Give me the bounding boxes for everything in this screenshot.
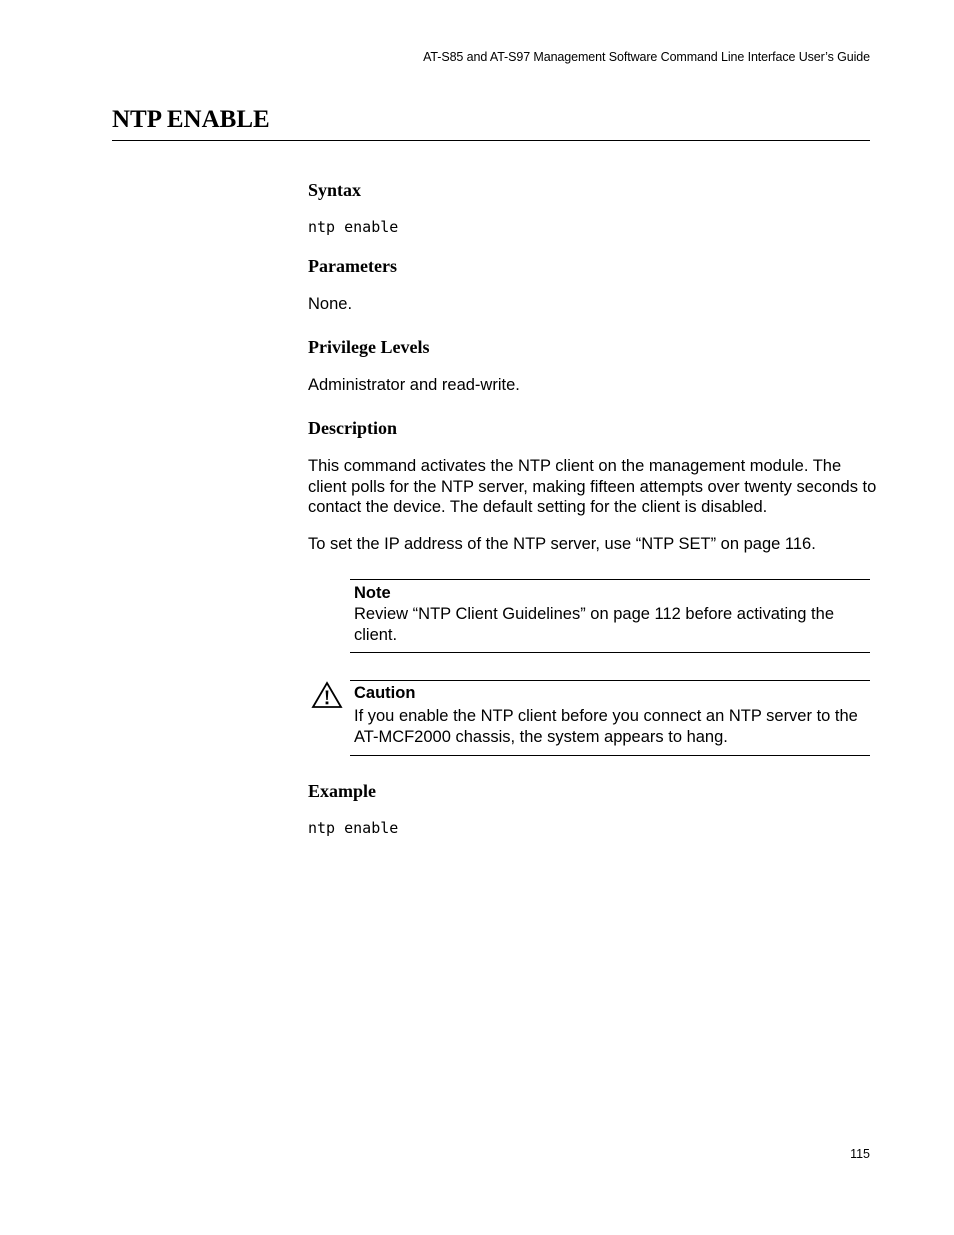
parameters-heading: Parameters: [308, 256, 397, 276]
page-number: 115: [850, 1147, 870, 1161]
description-heading: Description: [308, 418, 397, 438]
description-paragraph-2: To set the IP address of the NTP server, use “NTP SET” on page 116.: [308, 535, 816, 553]
parameters-text: None.: [308, 295, 353, 313]
note-text: Review “NTP Client Guidelines” on page 112 before activating the client.: [354, 605, 834, 644]
warning-triangle-icon: [311, 681, 343, 709]
example-heading: Example: [308, 781, 377, 801]
title-rule: [112, 140, 870, 141]
note-box: [350, 579, 870, 653]
caution-text: If you enable the NTP client before you connect an NTP server to the AT-MCF2000 chassis, the system appears to hang.: [354, 707, 858, 746]
page-title: NTP ENABLE: [112, 106, 270, 133]
description-paragraph-1: This command activates the NTP client on the management module. The client polls for the NTP server, making fifteen attempts over twenty seconds to contact the device. The default setting for the client is disabled.: [308, 457, 877, 516]
example-code: ntp enable: [308, 819, 399, 837]
privilege-levels-text: Administrator and read-write.: [308, 376, 520, 394]
caution-box: [350, 680, 870, 756]
privilege-levels-heading: Privilege Levels: [308, 337, 430, 357]
caution-label: Caution: [354, 684, 416, 702]
syntax-heading: Syntax: [308, 180, 362, 200]
note-label: Note: [354, 584, 391, 602]
running-header: AT-S85 and AT-S97 Management Software Command Line Interface User’s Guide: [423, 50, 870, 64]
syntax-code: ntp enable: [308, 218, 399, 236]
